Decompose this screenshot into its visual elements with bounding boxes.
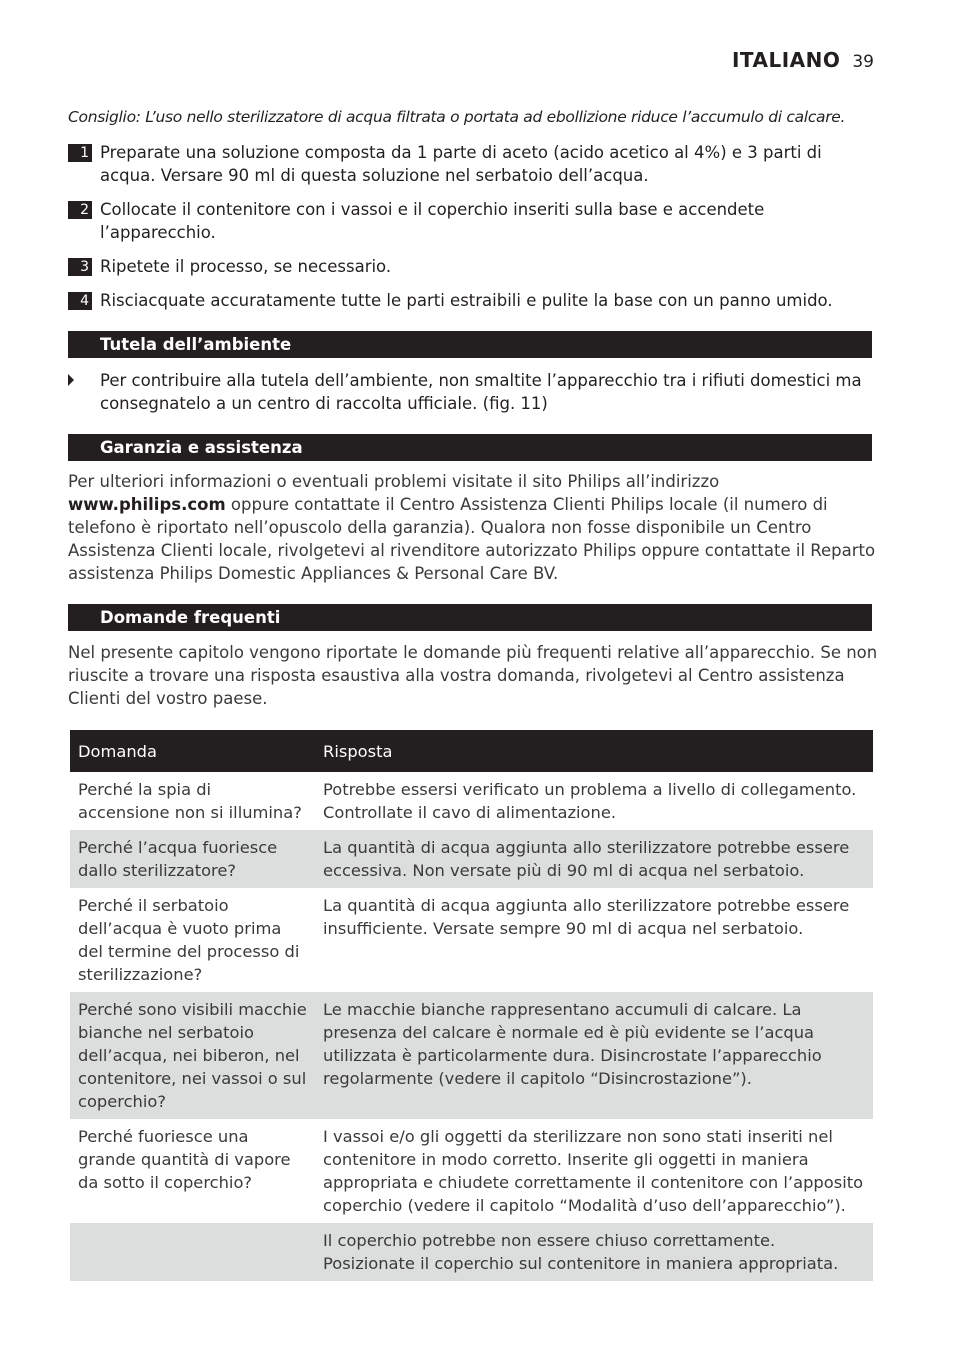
language-label: ITALIANO <box>731 48 841 72</box>
table-row <box>70 830 873 888</box>
bullet-marker-icon <box>68 374 74 386</box>
table-row <box>70 888 873 992</box>
question-cell: Perché l’acqua fuoriesce dallo sterilizzatore? <box>70 830 315 888</box>
warranty-paragraph <box>68 470 878 585</box>
faq-table <box>70 730 873 1281</box>
step-text: Preparate una soluzione composta da 1 parte di aceto (acido acetico al 4%) e 3 parti di acqua. Versare 90 ml di questa soluzione nel serbatoio dell’acqua. <box>100 143 822 185</box>
step-1 <box>68 141 878 187</box>
step-text: Risciacquate accuratamente tutte le parti estraibili e pulite la base con un panno umido. <box>100 291 833 310</box>
step-3 <box>68 255 878 278</box>
warranty-text-before: Per ulteriori informazioni o eventuali problemi visitate il sito Philips all’indirizzo <box>68 472 720 491</box>
answer-cell: Il coperchio potrebbe non essere chiuso correttamente. Posizionate il coperchio sul contenitore in maniera appropriata. <box>315 1223 873 1281</box>
step-number: 3 <box>68 258 92 276</box>
table-row <box>70 1223 873 1281</box>
table-row <box>70 772 873 830</box>
section-heading-faq: Domande frequenti <box>68 604 872 631</box>
question-cell <box>70 1223 315 1281</box>
answer-cell: La quantità di acqua aggiunta allo sterilizzatore potrebbe essere insufficiente. Versate sempre 90 ml di acqua nel serbatoio. <box>323 896 850 938</box>
step-text: Ripetete il processo, se necessario. <box>100 257 392 276</box>
question-cell: Perché sono visibili macchie bianche nel serbatoio dell’acqua, nei biberon, nel contenitore, nei vassoi o sul coperchio? <box>70 992 315 1119</box>
table-row <box>70 1119 873 1223</box>
step-4 <box>68 289 878 312</box>
faq-intro: Nel presente capitolo vengono riportate le domande più frequenti relative all’apparecchio. Se non riuscite a trovare una risposta esaustiva alla vostra domanda, rivolgetevi al Centro assistenza Clienti del vostro paese. <box>68 643 878 708</box>
question-cell: Perché la spia di accensione non si illumina? <box>78 780 302 822</box>
table-row <box>70 992 873 1119</box>
step-2 <box>68 198 878 244</box>
warranty-text-after: oppure contattate il Centro Assistenza Clienti Philips locale (il numero di telefono è riportato nell’opuscolo della garanzia). Qualora non fosse disponibile un Centro Assistenza Clienti locale, rivolgetevi al rivenditore autorizzato Philips oppure contattate il Reparto assistenza Philips Domestic Appliances & Personal Care BV. <box>68 495 876 583</box>
table-header-row <box>70 730 873 772</box>
section-heading-environment: Tutela dell’ambiente <box>68 331 872 358</box>
step-number: 2 <box>68 201 92 219</box>
question-cell: Perché fuoriesce una grande quantità di vapore da sotto il coperchio? <box>78 1127 291 1192</box>
answer-cell: Potrebbe essersi verificato un problema a livello di collegamento. Controllate il cavo di alimentazione. <box>323 780 857 822</box>
answer-cell: Le macchie bianche rappresentano accumuli di calcare. La presenza del calcare è normale ed è più evidente se l’acqua utilizzata è particolarmente dura. Disincrostate l’apparecchio regolarmente (vedere il capitolo “Disincrostazione”). <box>315 992 873 1119</box>
section-heading-warranty: Garanzia e assistenza <box>68 434 872 461</box>
step-number: 1 <box>68 144 92 162</box>
column-header-question: Domanda <box>70 730 315 772</box>
tip-text: Consiglio: L’uso nello sterilizzatore di acqua filtrata o portata ad ebollizione riduce l’accumulo di calcare. <box>68 108 846 126</box>
philips-url-link[interactable]: www.philips.com <box>68 495 226 514</box>
column-header-answer: Risposta <box>315 730 873 772</box>
page-number: 39 <box>852 52 874 72</box>
bullet-text: Per contribuire alla tutela dell’ambiente, non smaltite l’apparecchio tra i rifiuti domestici ma consegnatelo a un centro di raccolta ufficiale. (fig. 11) <box>100 371 862 413</box>
question-cell: Perché il serbatoio dell’acqua è vuoto prima del termine del processo di sterilizzazione? <box>78 896 300 984</box>
answer-cell: I vassoi e/o gli oggetti da sterilizzare non sono stati inseriti nel contenitore in modo corretto. Inserite gli oggetti in maniera appropriata e chiudete correttamente il contenitore con l’apposito coperchio (vedere il capitolo “Modalità d’uso dell’apparecchio”). <box>323 1127 864 1215</box>
step-text: Collocate il contenitore con i vassoi e il coperchio inseriti sulla base e accendete l’apparecchio. <box>100 200 765 242</box>
answer-cell: La quantità di acqua aggiunta allo sterilizzatore potrebbe essere eccessiva. Non versate più di 90 ml di acqua nel serbatoio. <box>315 830 873 888</box>
page-header <box>732 48 874 72</box>
step-number: 4 <box>68 292 92 310</box>
environment-bullet <box>68 369 878 415</box>
